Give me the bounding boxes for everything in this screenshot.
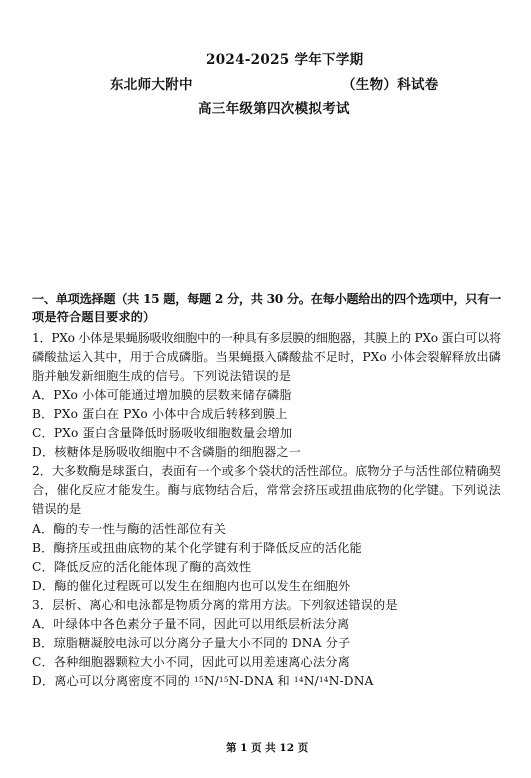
question-2-option-b: B．酶挤压或扭曲底物的某个化学键有利于降低反应的活化能 <box>32 541 362 555</box>
isotope-superscript: 14 <box>293 675 304 684</box>
option-d-text: N-DNA 和 <box>228 674 294 688</box>
question-2-stem-line-1: 2．大多数酶是球蛋白，表面有一个或多个袋状的活性部位。底物分子与活性部位精确契 <box>32 464 501 478</box>
question-3-stem-line-1: 3．层析、离心和电泳都是物质分离的常用方法。下列叙述错误的是 <box>32 598 398 612</box>
question-3-option-d <box>32 672 373 690</box>
question-1-option-a: A．PXo 小体可能通过增加膜的层数来储存磷脂 <box>32 388 292 402</box>
question-2-stem-line-3: 错误的是 <box>32 502 82 516</box>
question-3-option-b: B．琼脂糖凝胶电泳可以分离分子量大小不同的 DNA 分子 <box>32 636 351 650</box>
option-d-text: N/ <box>303 674 319 688</box>
question-1-stem-line-2: 磷酸盐运入其中，用于合成磷脂。当果蝇摄入磷酸盐不足时，PXo 小体会裂解释放出磷 <box>32 350 501 364</box>
isotope-superscript: 14 <box>318 675 329 684</box>
section-heading-line-1: 一、单项选择题（共 15 题，每题 2 分，共 30 分。在每小题给出的四个选项中，只有一 <box>32 292 501 306</box>
question-3-option-c: C．各种细胞器颗粒大小不同，因此可以用差速离心法分离 <box>32 655 350 669</box>
question-1-option-b: B．PXo 蛋白在 PXo 小体中合成后转移到膜上 <box>32 407 288 421</box>
exam-name: 高三年级第四次模拟考试 <box>198 101 350 117</box>
question-1-option-d: D．核糖体是肠吸收细胞中不含磷脂的细胞器之一 <box>32 445 302 459</box>
option-d-text: N-DNA <box>328 674 374 688</box>
question-3-option-a: A．叶绿体中各色素分子量不同，因此可以用纸层析法分离 <box>32 617 350 631</box>
isotope-superscript: 15 <box>194 675 204 684</box>
isotope-superscript: 15 <box>218 675 229 684</box>
subject-title: （生物）科试卷 <box>342 77 439 93</box>
section-heading-line-2: 项是符合题目要求的） <box>32 310 156 324</box>
question-1-option-c: C．PXo 蛋白含量降低时肠吸收细胞数量会增加 <box>32 426 293 440</box>
question-1-stem-line-3: 脂并触发新细胞生成的信号。下列说法错误的是 <box>32 369 292 383</box>
school-name: 东北师大附中 <box>110 77 193 93</box>
question-2-option-a: A．酶的专一性与酶的活性部位有关 <box>32 522 227 536</box>
option-d-text: N/ <box>203 674 219 688</box>
question-2-option-d: D．酶的催化过程既可以发生在细胞内也可以发生在细胞外 <box>32 579 351 593</box>
question-2-stem-line-2: 合，催化反应才能发生。酶与底物结合后，常常会挤压或扭曲底物的化学键。下列说法 <box>32 483 501 497</box>
question-2-option-c: C．降低反应的活化能体现了酶的高效性 <box>32 560 252 574</box>
page-number-footer: 第 1 页 共 12 页 <box>226 742 309 754</box>
exam-year-title: 2024-2025 学年下学期 <box>206 52 364 68</box>
question-1-stem-line-1: 1．PXo 小体是果蝇肠吸收细胞中的一种具有多层膜的细胞器，其膜上的 PXo 蛋白可以将 <box>32 331 501 345</box>
option-d-prefix: D．离心可以分离密度不同的 <box>32 674 194 688</box>
